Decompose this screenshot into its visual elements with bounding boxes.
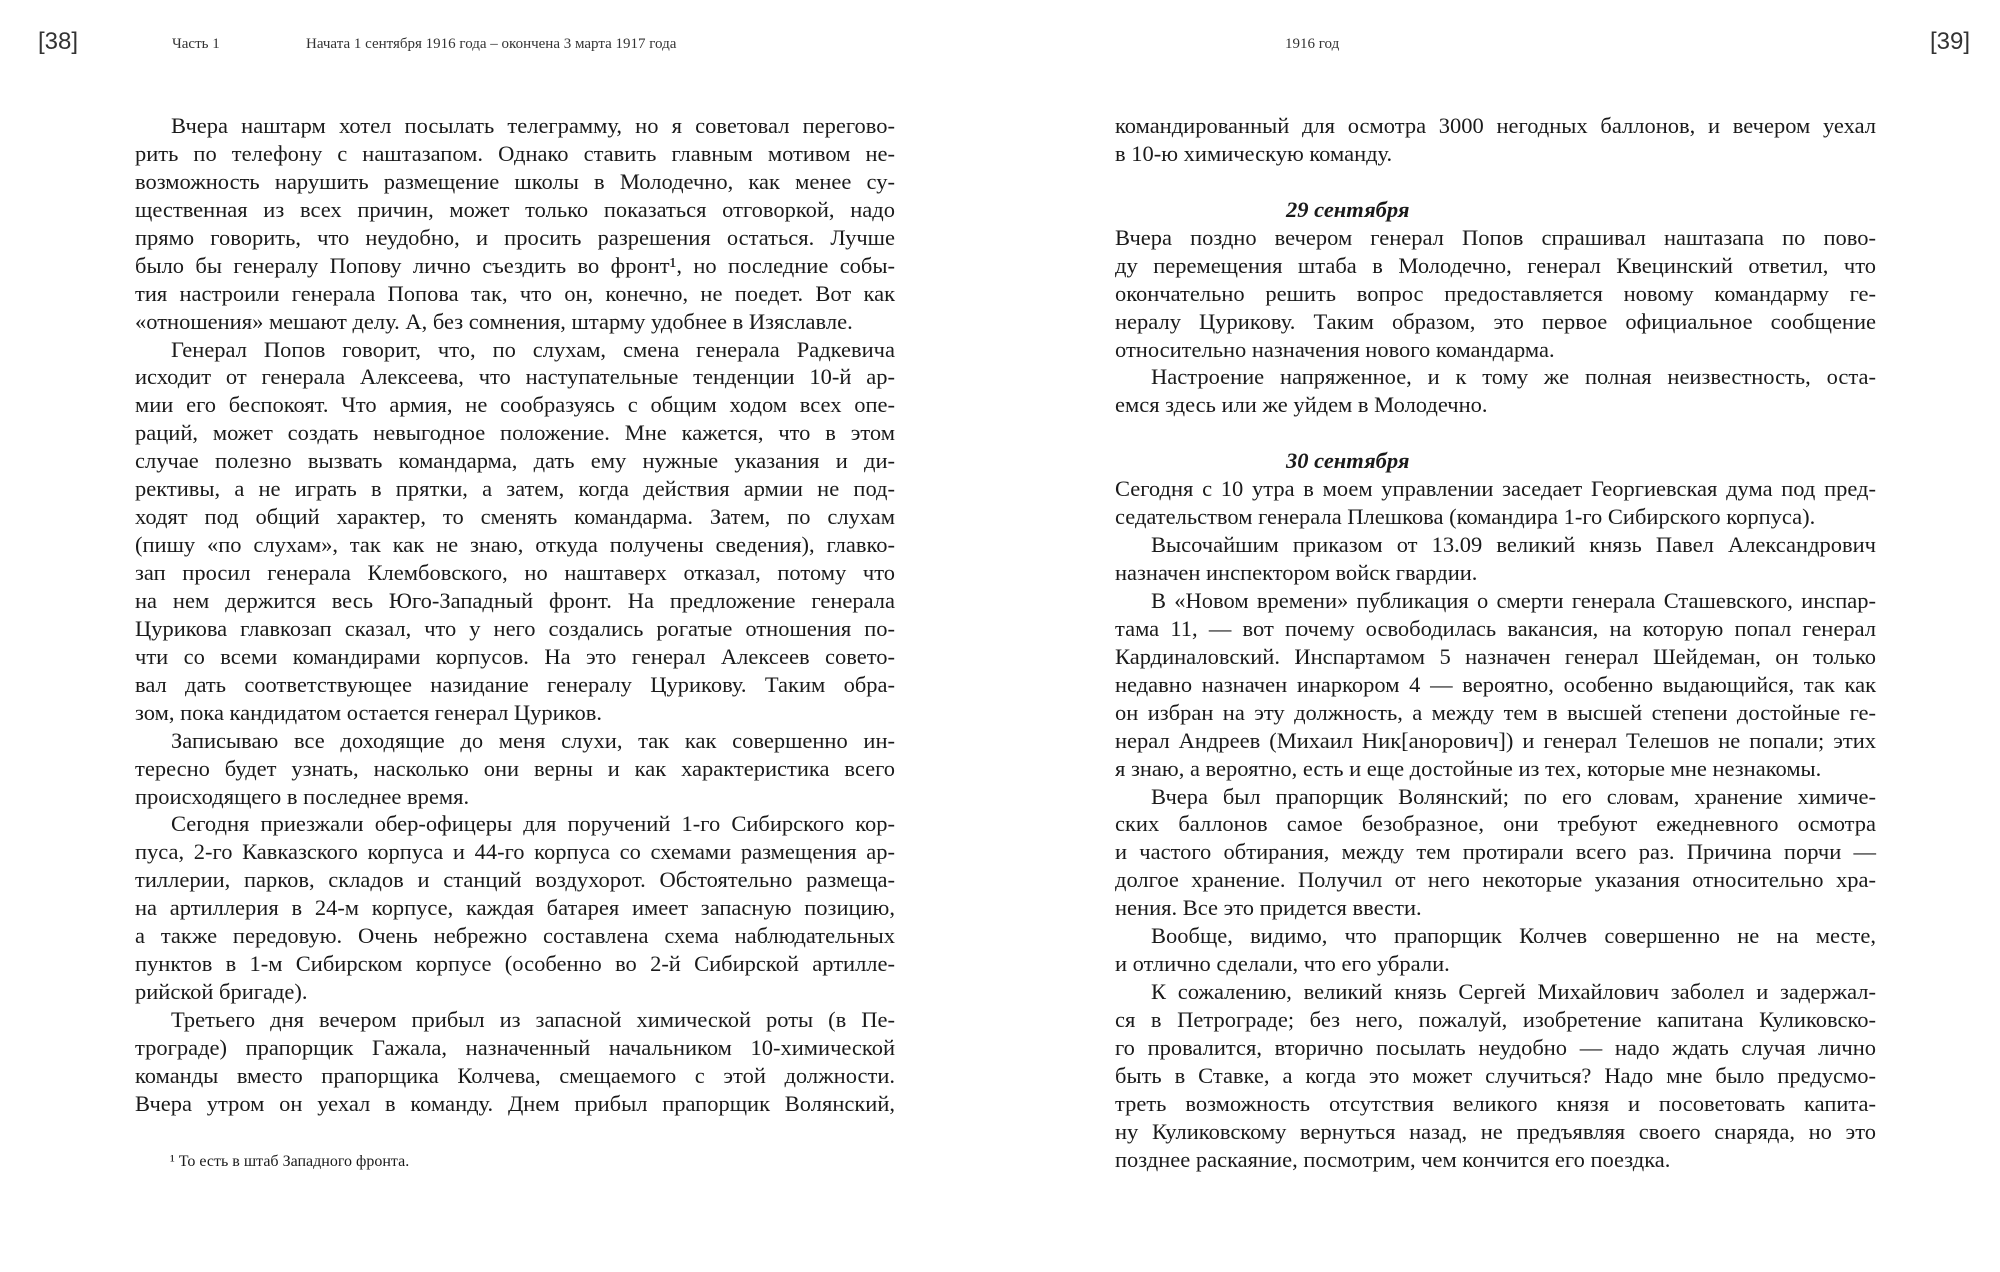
text-line: возможность нарушить размещение школы в Молодечно, как менее су-: [135, 168, 895, 194]
text-line: было бы генералу Попову лично съездить во фронт¹, но последние собы-: [135, 252, 895, 278]
text-line: пуса, 2-го Кавказского корпуса и 44-го корпуса со схемами размещения ар-: [135, 839, 895, 865]
text-line: тия настроили генерала Попова так, что он, конечно, не поедет. Вот как: [135, 280, 895, 306]
text-line: назначен инспектором войск гвардии.: [1115, 560, 1478, 585]
text-line: раций, может создать невыгодное положение. Мне кажется, что в этом: [135, 420, 895, 446]
text-line: ходят под общий характер, то сменять командарма. Затем, по слухам: [135, 504, 895, 530]
text-line: на нем держится весь Юго-Западный фронт. На предложение генерала: [135, 587, 895, 613]
text-line: чти со всеми командирами корпусов. На это генерал Алексеев совето-: [135, 643, 895, 669]
text-line: Вообще, видимо, что прапорщик Колчев совершенно не на месте,: [1151, 923, 1876, 949]
text-line: щественная из всех причин, может только показаться отговоркой, надо: [135, 196, 895, 222]
text-line: на артиллерия в 24-м корпусе, каждая батарея имеет запасную позицию,: [135, 895, 895, 921]
text-line: К сожалению, великий князь Сергей Михайлович заболел и задержал-: [1151, 979, 1876, 1005]
text-line: рективы, а не играть в прятки, а затем, когда действия армии не под-: [135, 476, 895, 502]
text-line: исходит от генерала Алексеева, что наступательные тенденции 10-й ар-: [135, 364, 895, 390]
text-line: случае полезно вызвать командарма, дать ему нужные указания и ди-: [135, 448, 895, 474]
date-heading: 29 сентября: [1286, 196, 1410, 222]
text-line: долгое хранение. Получил от него некоторые указания относительно хра-: [1115, 867, 1876, 893]
text-line: в 10-ю химическую команду.: [1115, 140, 1393, 166]
text-line: окончательно решить вопрос предоставляется новому командарму ге-: [1115, 280, 1876, 306]
text-line: Вчера наштарм хотел посылать телеграмму, но я советовал перегово-: [171, 113, 895, 138]
text-line: (пишу «по слухам», так как не знаю, откуда получены сведения), главко-: [135, 532, 895, 558]
text-line: седательством генерала Плешкова (командира 1-го Сибирского корпуса).: [1115, 504, 1816, 530]
text-line: ских баллонов самое безобразное, они требуют ежедневного осмотра: [1115, 811, 1876, 837]
text-line: Записываю все доходящие до меня слухи, так как совершенно ин-: [171, 727, 895, 753]
text-line: зом, пока кандидатом остается генерал Цуриков.: [135, 699, 602, 725]
text-line: [1115, 419, 1876, 447]
text-line: быть в Ставке, а когда это может случиться? Надо мне было предусмо-: [1115, 1062, 1876, 1088]
text-line: вал дать соответствующее назидание генералу Цурикову. Таким обра-: [135, 671, 895, 697]
text-line: Вчера поздно вечером генерал Попов спрашивал наштазапа по пово-: [1115, 224, 1876, 250]
text-line: пунктов в 1-м Сибирском корпусе (особенно во 2-й Сибирской артилле-: [135, 951, 895, 977]
text-line: позднее раскаяние, посмотрим, чем кончится его поездка.: [1115, 1146, 1671, 1172]
text-line: Сегодня приезжали обер-офицеры для поручений 1-го Сибирского кор-: [171, 811, 895, 837]
text-line: командированный для осмотра 3000 негодных баллонов, и вечером уехал: [1115, 113, 1876, 138]
text-line: Вчера был прапорщик Волянский; по его словам, хранение химиче-: [1151, 783, 1876, 809]
left-page-number: [38]: [38, 28, 79, 55]
right-page-text: [1115, 112, 1876, 1174]
text-line: происходящего в последнее время.: [135, 783, 470, 809]
text-line: а также передовую. Очень небрежно составлена схема наблюдательных: [135, 923, 895, 949]
right-running-title: 1916 год: [1285, 36, 1340, 52]
text-line: Настроение напряженное, и к тому же полная неизвестность, оста-: [1151, 364, 1876, 390]
text-line: рийской бригаде).: [135, 979, 308, 1005]
text-line: Кардиналовский. Инспартамом 5 назначен генерал Шейдеман, он только: [1115, 643, 1876, 669]
text-line: Вчера утром он уехал в команду. Днем прибыл прапорщик Волянский,: [135, 1090, 895, 1116]
text-line: и отлично сделали, что его убрали.: [1115, 951, 1450, 977]
right-page-number: [39]: [1930, 28, 1971, 55]
text-line: Третьего дня вечером прибыл из запасной химической роты (в Пе-: [171, 1007, 895, 1032]
footnote: ¹ То есть в штаб Западного фронта.: [170, 1153, 410, 1170]
text-line: он избран на эту должность, а между тем в высшей степени достойные ге-: [1115, 699, 1876, 725]
text-line: Высочайшим приказом от 13.09 великий князь Павел Александрович: [1151, 532, 1876, 558]
text-line: я знаю, а вероятно, есть и еще достойные из тех, которые мне незнакомы.: [1115, 755, 1822, 781]
left-page-text: [135, 112, 895, 1118]
text-line: В «Новом времени» публикация о смерти генерала Сташевского, инспар-: [1151, 587, 1876, 613]
text-line: нения. Все это придется ввести.: [1115, 895, 1422, 921]
text-line: ну Куликовскому вернуться назад, не предъявляя своего снаряда, но это: [1115, 1118, 1876, 1144]
text-line: тересно будет узнать, насколько они верны и как характеристика всего: [135, 755, 895, 781]
text-line: рить по телефону с наштазапом. Однако ставить главным мотивом не-: [135, 140, 895, 166]
text-line: зап просил генерала Клембовского, но наштаверх отказал, потому что: [135, 560, 895, 585]
text-line: «отношения» мешают делу. А, без сомнения, штарму удобнее в Изяславле.: [135, 308, 853, 334]
part-label: Часть 1: [172, 36, 220, 52]
text-line: тама 11, — вот почему освободилась вакансия, на которую попал генерал: [1115, 615, 1876, 641]
text-line: Генерал Попов говорит, что, по слухам, смена генерала Радкевича: [171, 336, 895, 362]
text-line: мии его беспокоят. Что армия, не сообразуясь с общим ходом всех опе-: [135, 392, 895, 418]
text-line: го провалится, вторично посылать неудобно — надо ждать случая лично: [1115, 1034, 1876, 1060]
text-line: [1115, 168, 1876, 196]
running-title: Начата 1 сентября 1916 года – окончена 3 марта 1917 года: [306, 36, 677, 52]
text-line: Цурикова главкозап сказал, что у него создались рогатые отношения по-: [135, 615, 895, 641]
text-line: трограде) прапорщик Гажала, назначенный начальником 10-химической: [135, 1034, 895, 1060]
text-line: команды вместо прапорщика Колчева, смещаемого с этой должности.: [135, 1062, 895, 1088]
text-line: нералу Цурикову. Таким образом, это первое официальное сообщение: [1115, 308, 1876, 334]
date-heading: 30 сентября: [1286, 448, 1410, 474]
text-line: тиллерии, парков, складов и станций воздухорот. Обстоятельно размеща-: [135, 867, 895, 893]
text-line: относительно назначения нового командарма.: [1115, 336, 1555, 362]
text-line: прямо говорить, что неудобно, и просить разрешения остаться. Лучше: [135, 224, 895, 250]
text-line: ся в Петрограде; без него, пожалуй, изобретение капитана Куликовско-: [1115, 1007, 1876, 1032]
text-line: Сегодня с 10 утра в моем управлении заседает Георгиевская дума под пред-: [1115, 476, 1876, 502]
text-line: и частого обтирания, между тем протирали всего раз. Причина порчи —: [1115, 839, 1876, 865]
text-line: емся здесь или же уйдем в Молодечно.: [1115, 392, 1488, 418]
text-line: треть возможность отсутствия великого князя и посоветовать капита-: [1115, 1090, 1876, 1116]
text-line: ду перемещения штаба в Молодечно, генерал Квецинский ответил, что: [1115, 252, 1876, 278]
text-line: нерал Андреев (Михаил Ник[анорович]) и генерал Телешов не попали; этих: [1115, 727, 1876, 753]
text-line: недавно назначен инаркором 4 — вероятно, особенно выдающийся, так как: [1115, 671, 1876, 697]
